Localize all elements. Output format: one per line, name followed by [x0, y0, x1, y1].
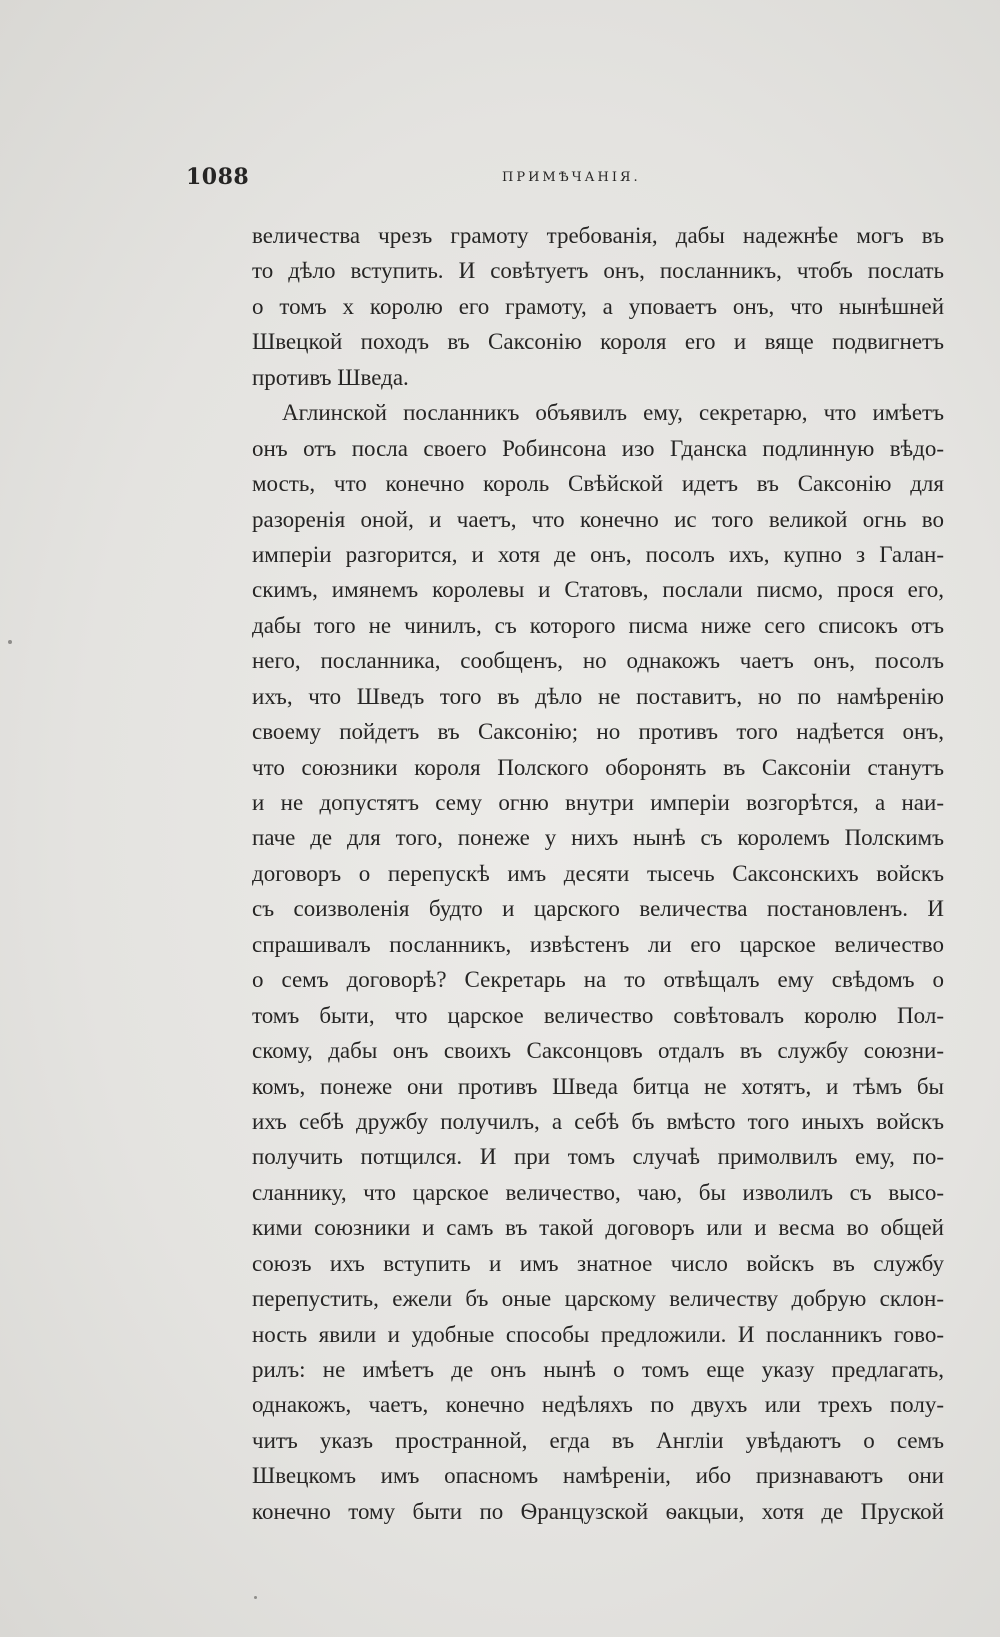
text-line: сланнику, что царское величество, чаю, бы изволилъ съ высо- — [252, 1179, 944, 1205]
text-line: читъ указъ пространной, егда въ Англіи увѣдаютъ о семъ — [252, 1427, 944, 1453]
text-line: рилъ: не имѣетъ де онъ нынѣ о томъ еще указу предлагать, — [252, 1357, 944, 1382]
text-line: кими союзники и самъ въ такой договоръ или и весма во общей — [252, 1215, 944, 1241]
text-line: о томъ х королю его грамоту, а уповаетъ онъ, что нынѣшней — [252, 293, 944, 319]
text-line: дабы того не чинилъ, съ которого писма ниже сего списокъ отъ — [252, 612, 944, 638]
text-line: и не допустятъ сему огню внутри имперіи возгорѣтся, а наи- — [252, 790, 944, 815]
body-text — [252, 218, 944, 1529]
text-line: противъ Шведа. — [252, 364, 409, 390]
paper-speck — [8, 640, 12, 644]
text-line: что союзники короля Полского оборонять въ Саксоніи станутъ — [252, 754, 944, 780]
text-line: своему пойдетъ въ Саксонію; но противъ того надѣется онъ, — [252, 719, 944, 745]
text-line: перепустить, ежели бъ оные царскому величеству добрую склон- — [252, 1286, 944, 1312]
text-line: онъ отъ посла своего Робинсона изо Гданска подлинную вѣдо- — [252, 435, 944, 461]
text-line: однакожъ, чаетъ, конечно недѣляхъ по двухъ или трехъ полу- — [252, 1392, 944, 1418]
text-line: мость, что конечно король Свѣйской идетъ въ Саксонію для — [252, 471, 944, 497]
text-line: имперіи разгорится, и хотя де онъ, посолъ ихъ, купно з Галан- — [252, 541, 944, 567]
text-line: скимъ, имянемъ королевы и Статовъ, послали писмо, прося его, — [252, 577, 944, 603]
text-line: ихъ себѣ дружбу получилъ, а себѣ бъ вмѣсто того иныхъ войскъ — [252, 1108, 944, 1134]
text-line: него, посланника, сообщенъ, но однакожъ чаетъ онъ, посолъ — [252, 648, 944, 674]
text-line: ихъ, что Шведъ того въ дѣло не поставитъ, но по намѣренію — [252, 683, 944, 709]
text-line: ность явили и удобные способы предложили. И посланникъ гово- — [252, 1321, 944, 1347]
text-line: Швецкой походъ въ Саксонію короля его и вяще подвигнетъ — [252, 329, 944, 355]
text-line: комъ, понеже они противъ Шведа битца не хотятъ, и тѣмъ бы — [252, 1073, 944, 1099]
text-line: величества чрезъ грамоту требованія, дабы надежнѣе могъ въ — [252, 223, 944, 248]
text-line: съ соизволенія будто и царского величества постановленъ. И — [252, 896, 944, 922]
paper-speck — [254, 1596, 257, 1599]
page-number: 1088 — [186, 164, 250, 190]
text-line: Аглинской посланникъ объявилъ ему, секретарю, что имѣетъ — [282, 400, 944, 426]
text-line: спрашивалъ посланникъ, извѣстенъ ли его царское величество — [252, 931, 944, 957]
page-header — [186, 164, 944, 204]
running-head: ПРИМѢЧАНІЯ. — [502, 170, 641, 185]
text-line: то дѣло вступить. И совѣтуетъ онъ, посланникъ, чтобъ послать — [252, 258, 944, 284]
text-line: союзъ ихъ вступить и имъ знатное число войскъ въ службу — [252, 1250, 944, 1276]
text-line: томъ быти, что царское величество совѣтовалъ королю Пол- — [252, 1002, 944, 1028]
text-line: конечно тому быти по Ѳранцузской ѳакцыи, хотя де Пруской — [252, 1498, 944, 1524]
text-line: разоренія оной, и чаетъ, что конечно ис того великой огнь во — [252, 506, 944, 532]
text-line: договоръ о перепускѣ имъ десяти тысечь Саксонскихъ войскъ — [252, 860, 944, 886]
text-line: о семъ договорѣ? Секретарь на то отвѣщалъ ему свѣдомъ о — [252, 967, 944, 993]
text-line: получить потщился. И при томъ случаѣ примолвилъ ему, по- — [252, 1144, 944, 1170]
text-line: паче де для того, понеже у нихъ нынѣ съ королемъ Полскимъ — [252, 825, 944, 851]
text-line: скому, дабы онъ своихъ Саксонцовъ отдалъ въ службу союзни- — [252, 1038, 944, 1064]
text-line: Швецкомъ имъ опасномъ намѣреніи, ибо признаваютъ они — [252, 1463, 944, 1489]
